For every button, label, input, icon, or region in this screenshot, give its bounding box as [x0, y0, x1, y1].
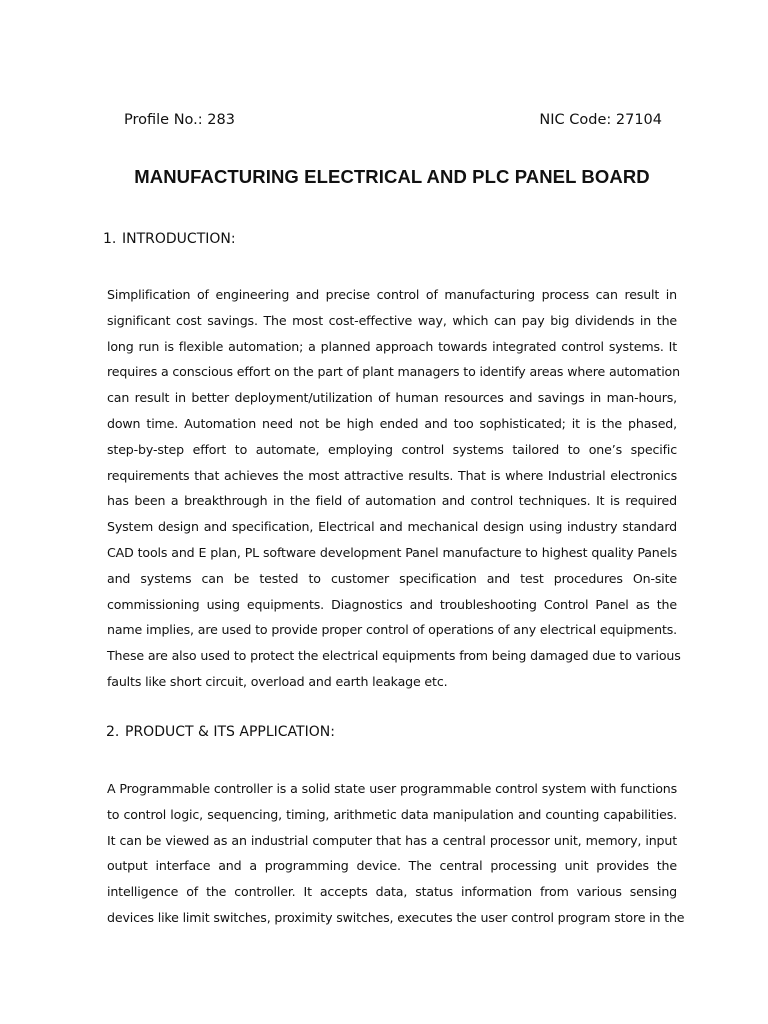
- paragraph-line: It can be viewed as an industrial computer that has a central processor unit, memory, input: [107, 832, 677, 848]
- profile-number: Profile No.: 283: [124, 112, 235, 128]
- paragraph-line: and systems can be tested to customer specification and test procedures On-site: [107, 570, 677, 586]
- paragraph-line: These are also used to protect the electrical equipments from being damaged due to various: [107, 648, 681, 664]
- paragraph-line: name implies, are used to provide proper control of operations of any electrical equipments.: [107, 622, 677, 638]
- nic-code: NIC Code: 27104: [539, 112, 662, 128]
- profile-header: [124, 112, 662, 134]
- paragraph-line: to control logic, sequencing, timing, arithmetic data manipulation and counting capabilities.: [107, 806, 677, 822]
- document-title: MANUFACTURING ELECTRICAL AND PLC PANEL BOARD: [134, 166, 650, 187]
- product-application-paragraph: [107, 776, 685, 931]
- paragraph-line: commissioning using equipments. Diagnostics and troubleshooting Control Panel as the: [107, 596, 677, 612]
- paragraph-line: down time. Automation need not be high ended and too sophisticated; it is the phased,: [107, 415, 677, 431]
- paragraph-line: Simplification of engineering and precise control of manufacturing process can result in: [107, 287, 677, 302]
- section-heading-text: PRODUCT & ITS APPLICATION:: [125, 724, 335, 740]
- paragraph-line: has been a breakthrough in the field of automation and control techniques. It is required: [107, 493, 677, 509]
- paragraph-line: long run is flexible automation; a planned approach towards integrated control systems. It: [107, 338, 677, 354]
- introduction-paragraph: [107, 282, 681, 695]
- paragraph-line: requires a conscious effort on the part of plant managers to identify areas where automation: [107, 364, 680, 380]
- section-heading-introduction: [103, 231, 236, 247]
- paragraph-line: step-by-step effort to automate, employing control systems tailored to one’s specific: [107, 441, 677, 457]
- paragraph-line: faults like short circuit, overload and earth leakage etc.: [107, 673, 448, 689]
- paragraph-line: intelligence of the controller. It accepts data, status information from various sensing: [107, 884, 677, 900]
- paragraph-line: A Programmable controller is a solid state user programmable control system with functions: [107, 781, 677, 796]
- paragraph-line: requirements that achieves the most attractive results. That is where Industrial electronics: [107, 467, 677, 483]
- section-number: 1.: [103, 231, 117, 247]
- section-heading-text: INTRODUCTION:: [122, 231, 236, 247]
- paragraph-line: System design and specification, Electrical and mechanical design using industry standard: [107, 519, 677, 535]
- section-number: 2.: [106, 724, 120, 740]
- paragraph-line: CAD tools and E plan, PL software development Panel manufacture to highest quality Panels: [107, 544, 677, 560]
- paragraph-line: significant cost savings. The most cost-effective way, which can pay big dividends in the: [107, 312, 677, 328]
- paragraph-line: can result in better deployment/utilization of human resources and savings in man-hours,: [107, 390, 677, 406]
- paragraph-line: output interface and a programming device. The central processing unit provides the: [107, 858, 677, 874]
- section-heading-product-application: [106, 724, 335, 740]
- paragraph-line: devices like limit switches, proximity switches, executes the user control program store in the: [107, 909, 685, 925]
